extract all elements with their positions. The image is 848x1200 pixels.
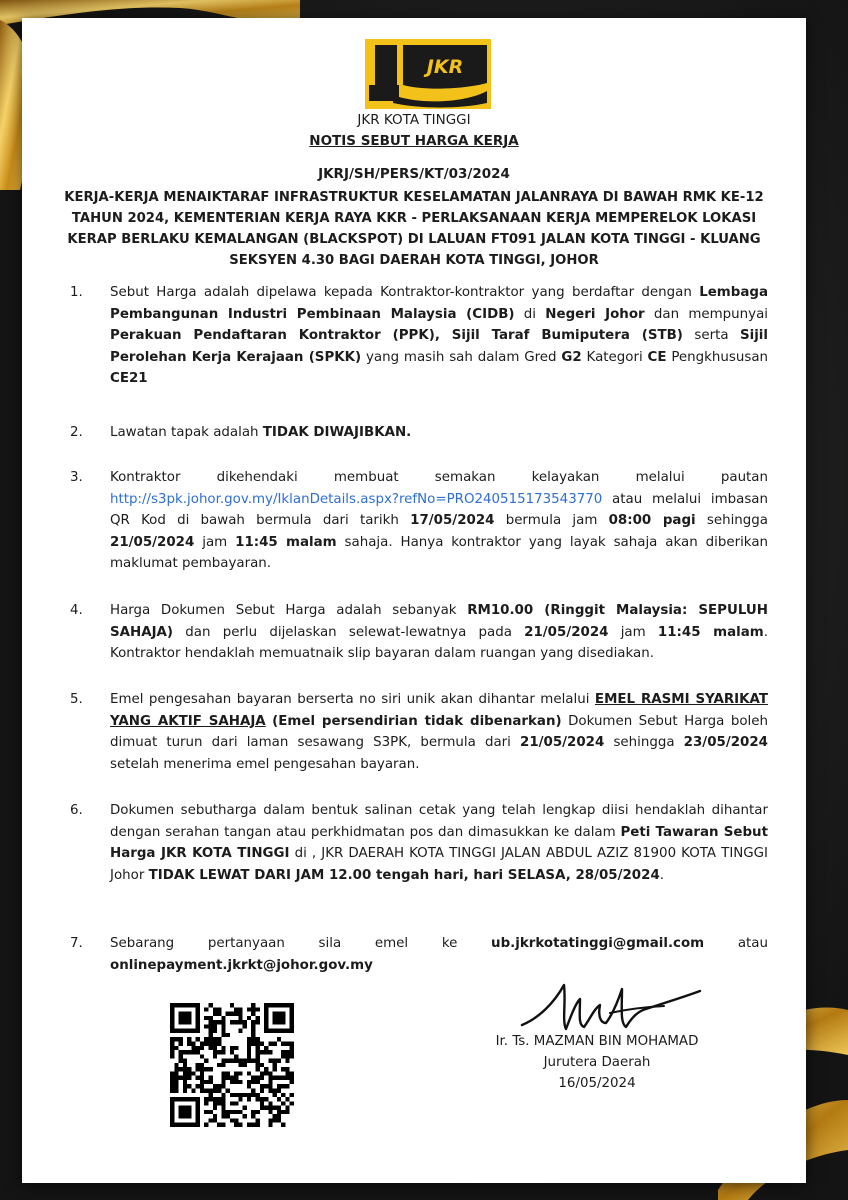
text-run: . Kontraktor hendaklah memuatnaik slip bayaran dalam ruangan yang disediakan. [110,624,768,661]
item-number: 5. [70,692,83,707]
item-text [110,600,768,665]
text-run: setelah menerima emel pengesahan bayaran. [110,756,420,772]
text-run: sehingga [695,513,768,528]
text-run: Harga Dokumen Sebut Harga adalah sebanyak [110,603,468,618]
bold-text: Peti Tawaran Sebut Harga JKR KOTA TINGGI [110,824,768,861]
text-run: dan perlu dijelaskan selewat-lewatnya pada [173,624,525,640]
text-run: Lawatan tapak adalah [110,425,263,440]
text-run: Dokumen Sebut Harga boleh dimuat turun dari laman sesawang S3PK, bermula dari [110,713,768,750]
item-number: 4. [70,603,83,618]
bold-text: 11:45 malam [235,534,337,550]
signature-date: 16/05/2024 [558,1076,636,1091]
registration-link[interactable]: http://s3pk.johor.gov.my/IklanDetails.aspx?refNo=PRO240515173543770 [110,491,603,507]
office-name: JKR KOTA TINGGI [357,112,471,128]
item-number: 2. [70,425,83,440]
bold-text: G2 [561,349,582,365]
bold-text: 21/05/2024 [524,624,609,640]
item-text [110,467,768,575]
item-number: 6. [70,803,83,818]
text-run: atau [704,936,768,951]
bold-text: (Emel persendirian tidak dibenarkan) [272,713,562,729]
text-run: bermula jam [494,513,609,528]
bold-text: 21/05/2024 [110,534,195,550]
bold-text: ub.jkrkotatinggi@gmail.com [491,936,705,951]
jkr-logo [365,39,491,109]
item-number: 3. [70,470,83,485]
text-run: yang masih sah dalam Gred [361,349,562,365]
bold-text: 17/05/2024 [410,513,495,528]
bold-text: Negeri Johor [545,306,645,322]
bold-text: onlinepayment.jkrkt@johor.gov.my [110,957,373,973]
text-run: dan mempunyai [644,306,768,322]
bold-text: CE [647,349,667,365]
bold-text: Sijil Perolehan Kerja Kerajaan (SPKK) [110,328,768,365]
qr-code[interactable] [170,1003,294,1127]
item-number: 7. [70,936,83,951]
bold-text: Lembaga Pembangunan Industri Pembinaan Malaysia (CIDB) [110,285,768,322]
signatory-block [462,1031,732,1094]
item-text [110,422,768,444]
text-run: sehingga [604,735,684,750]
project-title: KERJA-KERJA MENAIKTARAF INFRASTRUKTUR KESELAMATAN JALANRAYA DI BAWAH RMK KE-12 TAHUN 2024, KEMENTERIAN KERJA RAYA KKR - PERLAKSANAAN KERJA MEMPERELOK LOKASI KERAP BERLAKU KEMALANGAN (BLACKSPOT) DI LALUAN FT091 JALAN KOTA TINGGI - KLUANG SEKSYEN 4.30 BAGI DAERAH KOTA TINGGI, JOHOR [64,190,764,268]
item-text [110,282,768,390]
text-run: di , JKR DAERAH KOTA TINGGI JALAN ABDUL AZIZ 81900 KOTA TINGGI Johor [110,846,768,883]
signatory-name: Ir. Ts. MAZMAN BIN MOHAMAD [495,1034,699,1049]
text-run: Dokumen sebutharga dalam bentuk salinan cetak yang telah lengkap diisi hendaklah dihantar dengan serahan tangan atau perkhidmatan pos dan dimasukkan ke dalam [110,803,768,840]
text-run: Kategori [581,349,648,365]
notice-document [22,18,806,1183]
bold-text: 21/05/2024 [520,735,605,750]
bold-text: 08:00 pagi [608,513,696,528]
text-run: Kontraktor dikehendaki membuat semakan kelayakan melalui pautan [110,470,768,485]
bold-text: 11:45 malam [657,624,764,640]
text-run: Sebut Harga adalah dipelawa kepada Kontraktor-kontraktor yang berdaftar dengan [110,285,700,300]
text-run: jam [194,534,236,550]
bold-text: CE21 [110,371,148,386]
text-run: Emel pengesahan bayaran berserta no siri unik akan dihantar melalui [110,692,595,707]
item-text [110,689,768,775]
bold-text: RM10.00 (Ringgit Malaysia: SEPULUH SAHAJA) [110,603,768,640]
bold-text: TIDAK LEWAT DARI JAM 12.00 tengah hari, hari SELASA, 28/05/2024 [148,867,660,883]
notice-title: NOTIS SEBUT HARGA KERJA [309,133,519,149]
text-run: Sebarang pertanyaan sila emel ke [110,936,492,951]
underlined-text: EMEL RASMI SYARIKAT YANG AKTIF SAHAJA [110,692,768,729]
bold-text: TIDAK DIWAJIBKAN. [262,425,412,440]
item-text [110,800,768,886]
bold-text: 23/05/2024 [683,735,768,750]
text-run: . [659,867,665,883]
bold-text: Perakuan Pendaftaran Kontraktor (PPK), Sijil Taraf Bumiputera (STB) [110,328,683,343]
logo-text: JKR [426,56,464,78]
text-run: jam [608,624,658,640]
text-run: sahaja. Hanya kontraktor yang layak sahaja akan diberikan maklumat pembayaran. [110,534,769,571]
signatory-position: Jurutera Daerah [543,1055,651,1070]
item-number: 1. [70,285,83,300]
text-run: di [514,306,546,322]
text-run: serta [682,328,740,343]
text-run: Pengkhususan [666,349,769,365]
reference-number: JKRJ/SH/PERS/KT/03/2024 [318,166,510,182]
text-run: atau melalui imbasan QR Kod di bawah bermula dari tarikh [110,491,768,528]
